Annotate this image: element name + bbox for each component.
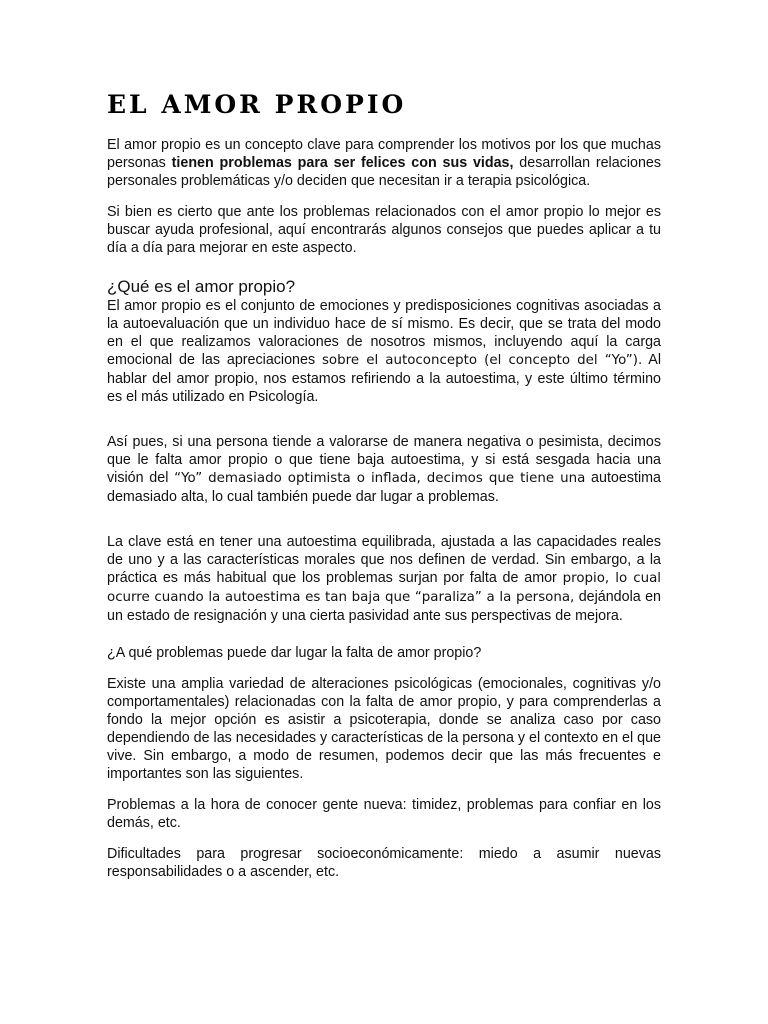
document-body (107, 91, 661, 881)
problems-paragraph: Existe una amplia variedad de alteraciones psicológicas (emocionales, cognitivas y/o comportamentales) relacionadas con la falta de amor propio, y para comprenderlas a fondo la mejor opción es asistir a psicoterapia, donde se analiza caso por caso dependiendo de las necesidades y características de la persona y el contexto en el que vive. Sin embargo, a modo de resumen, podemos decir que las más frecuentes e importantes son las siguientes. (107, 676, 661, 782)
problems-question: ¿A qué problemas puede dar lugar la falta de amor propio? (107, 645, 482, 661)
intro-text-end: desarrollan relaciones personales problemáticas y/o deciden que necesitan ir a terapia psicológica. (107, 155, 662, 189)
self-evaluation-text-end: autoestima demasiado alta, lo cual también puede dar lugar a problemas. (107, 470, 661, 505)
self-evaluation-text-start: Así pues, si una persona tiende a valorarse de manera negativa o pesimista, decimos que le falta amor propio o que tiene baja autoestima, y si está sesgada hacia una visión del (107, 434, 661, 486)
balanced-text-end: dejándola en un estado de resignación y una cierta pasividad ante sus perspectivas de mejora. (107, 589, 661, 624)
intro-paragraph-1 (107, 136, 661, 190)
definition-text-autoconcepto: sobre el autoconcepto (el concepto del “Yo”). (321, 353, 643, 368)
balanced-text-paraliza: propio, lo cual ocurre cuando la autoestima es tan baja que “paraliza” a la persona, (107, 571, 661, 605)
intro-text-start: El amor propio es un concepto clave para comprender los motivos por los que muchas personas (107, 137, 661, 171)
section-heading-amor-propio: ¿Qué es el amor propio? (107, 277, 296, 296)
self-evaluation-paragraph (107, 433, 661, 506)
definition-text-end: Al hablar del amor propio, nos estamos refiriendo a la autoestima, y este último término es el más utilizado en Psicología. (107, 352, 662, 405)
balanced-text-start: La clave está en tener una autoestima equilibrada, ajustada a las capacidades reales de uno y a las características morales que nos definen de verdad. Sin embargo, a la práctica es más habitual que los problemas surjan por falta de amor (107, 534, 661, 586)
balanced-self-esteem-paragraph (107, 533, 661, 625)
self-evaluation-text-yo: “Yo” demasiado optimista o inflada, decimos que tiene una (174, 471, 586, 486)
intro-paragraph-2: Si bien es cierto que ante los problemas relacionados con el amor propio lo mejor es buscar ayuda profesional, aquí encontrarás algunos consejos que puedes aplicar a tu día a día para mejorar en este aspecto. (107, 204, 661, 256)
definition-paragraph (107, 297, 661, 406)
problem-item-meeting-people: Problemas a la hora de conocer gente nueva: timidez, problemas para confiar en los demás, etc. (107, 797, 661, 831)
problem-item-socioeconomic: Dificultades para progresar socioeconómicamente: miedo a asumir nuevas responsabilidades o a ascender, etc. (107, 846, 661, 880)
definition-text-start: El amor propio es el conjunto de emociones y predisposiciones cognitivas asociadas a la autoevaluación que un individuo hace de sí mismo. Es decir, que se trata del modo en el que realizamos valoraciones de nosotros mismos, incluyendo aquí la carga emocional de las apreciaciones (107, 298, 661, 368)
document-title: EL AMOR PROPIO (107, 90, 407, 119)
intro-bold-phrase: tienen problemas para ser felices con sus vidas, (171, 155, 514, 171)
